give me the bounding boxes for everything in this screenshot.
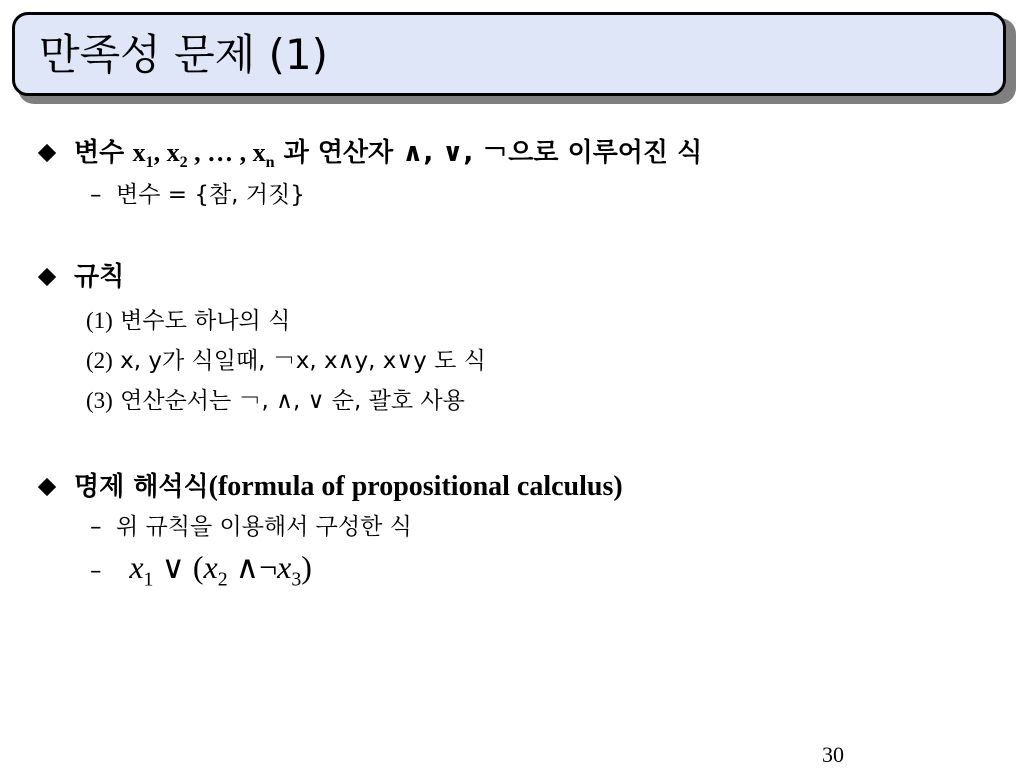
rule-number: (1) [86,308,113,333]
diamond-bullet-icon [38,268,56,286]
bullet-rules [38,256,124,293]
rule-item-1 [86,302,290,335]
sub-item-formula-desc [90,508,412,541]
dash-marker: – [90,182,102,208]
bullet-text-ko: 변수 [74,138,125,168]
bullet-text-operators: 과 연산자 ∧, ∨, ￢으로 이루어진 식 [274,138,703,168]
rule-number: (3) [86,388,113,413]
bullet-text-ko: 명제 해석식 [74,472,209,502]
page-title: 만족성 문제 (1) [39,30,329,79]
dash-marker: – [90,514,102,540]
sub-item-text: 위 규칙을 이용해서 구성한 식 [116,514,412,540]
rule-item-2 [86,342,486,375]
rule-number: (2) [86,348,113,373]
bullet-formula [38,466,623,503]
bullet-text-en: (formula of propositional calculus) [208,471,623,502]
rule-text: 연산순서는 ￢, ∧, ∨ 순, 괄호 사용 [112,388,465,414]
rule-item-3 [86,382,465,415]
sub-item-text: 변수 = {참, 거짓} [116,182,305,208]
dash-marker: – [90,558,102,584]
variable-list: $x_1$, $x_2$ , … , $x_n$ [132,138,275,172]
formula-expression: $x_1$ ∨ ($x_2$ $\wedge\neg x_3$) [129,549,312,591]
diamond-bullet-icon [38,478,56,496]
rule-text: 변수도 하나의 식 [112,308,291,334]
bullet-variables [38,132,702,172]
sub-item-formula-example [90,548,312,591]
sub-item-variable-values [90,176,305,209]
rule-text: x, y가 식일때, ￢x, x∧y, x∨y 도 식 [112,348,486,374]
diamond-bullet-icon [38,144,56,162]
page-number: 30 [822,742,844,767]
bullet-text: 규칙 [74,262,125,292]
